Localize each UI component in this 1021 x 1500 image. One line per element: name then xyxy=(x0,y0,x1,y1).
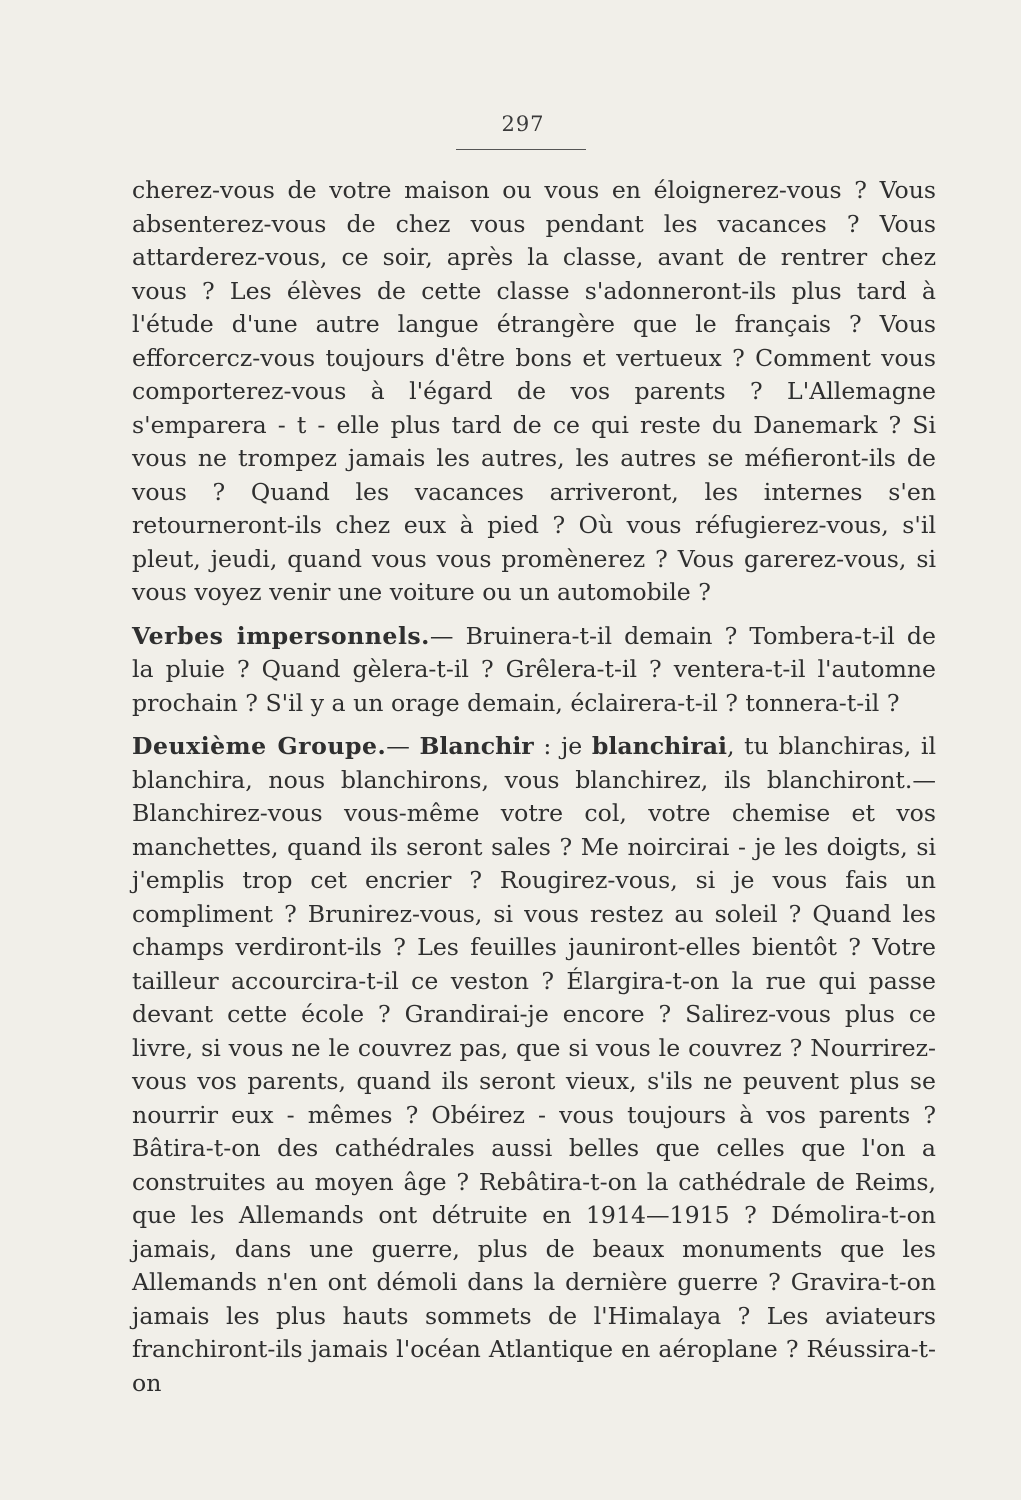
header-rule xyxy=(456,149,586,150)
paragraph-verbes-impersonnels xyxy=(132,620,936,721)
section-heading-deuxieme-groupe: Deuxième Groupe. xyxy=(132,732,387,760)
colon-je: : je xyxy=(533,732,592,760)
verb-blanchir: Blanchir xyxy=(419,732,534,760)
heading-dash: — xyxy=(386,732,420,760)
paragraph-deuxieme-groupe xyxy=(132,730,936,1400)
form-blanchirai: blanchirai xyxy=(591,732,727,760)
page-number: 297 xyxy=(501,112,545,136)
paragraph-1: cherez-vous de votre maison ou vous en éloignerez-vous ? Vous absenterez-vous de chez vous pendant les vacances ? Vous attarderez-vous, ce soir, après la classe, avant de rentrer chez vous ? Les élèves de cette classe s'adonneront-ils plus tard à l'étude d'une autre langue étrangère que le français ? Vous efforcercz-vous toujours d'être bons et vertueux ? Comment vous comporterez-vous à l'égard de vos parents ? L'Allemagne s'emparera - t - elle plus tard de ce qui reste du Danemark ? Si vous ne trompez jamais les autres, les autres se méfieront-ils de vous ? Quand les vacances arriveront, les internes s'en retourneront-ils chez eux à pied ? Où vous réfugierez-vous, s'il pleut, jeudi, quand vous vous promènerez ? Vous garerez-vous, si vous voyez venir une voiture ou un automobile ? xyxy=(132,176,936,606)
body-text xyxy=(132,174,936,1400)
section-heading-verbes-impersonnels: Verbes impersonnels. xyxy=(132,621,430,650)
paragraph-2-text: — Bruinera-t-il demain ? Tombera-t-il de la pluie ? Quand gèlera-t-il ? Grêlera-t-il ? ventera-t-il l'automne prochain ? S'il y a un orage demain, éclairera-t-il ? tonnera-t-il ? xyxy=(132,621,936,717)
paragraph-3-text: , tu blanchiras, il blanchira, nous blanchirons, vous blanchirez, ils blanchiront.— Blanchirez-vous vous-même votre col, votre chemise et vos manchettes, quand ils seront sales ? Me noircirai - je les doigts, si j'emplis trop cet encrier ? Rougirez-vous, si je vous fais un compliment ? Brunirez-vous, si vous restez au soleil ? Quand les champs verdiront-ils ? Les feuilles jauniront-elles bientôt ? Votre tailleur accourcira-t-il ce veston ? Élargira-t-on la rue qui passe devant cette école ? Grandirai-je encore ? Salirez-vous plus ce livre, si vous ne le couvrez pas, que si vous le couvrez ? Nourrirez-vous vos parents, quand ils seront vieux, s'ils ne peuvent plus se nourrir eux - mêmes ? Obéirez - vous toujours à vos parents ? Bâtira-t-on des cathédrales aussi belles que celles que l'on a construites au moyen âge ? Rebâtira-t-on la cathédrale de Reims, que les Allemands ont détruite en 1914—1915 ? Démolira-t-on jamais, dans une guerre, plus de beaux monuments que les Allemands n'en ont démoli dans la dernière guerre ? Gravira-t-on jamais les plus hauts sommets de l'Himalaya ? Les aviateurs franchiront-ils jamais l'océan Atlantique en aéroplane ? Réussira-t-on xyxy=(132,732,936,1397)
